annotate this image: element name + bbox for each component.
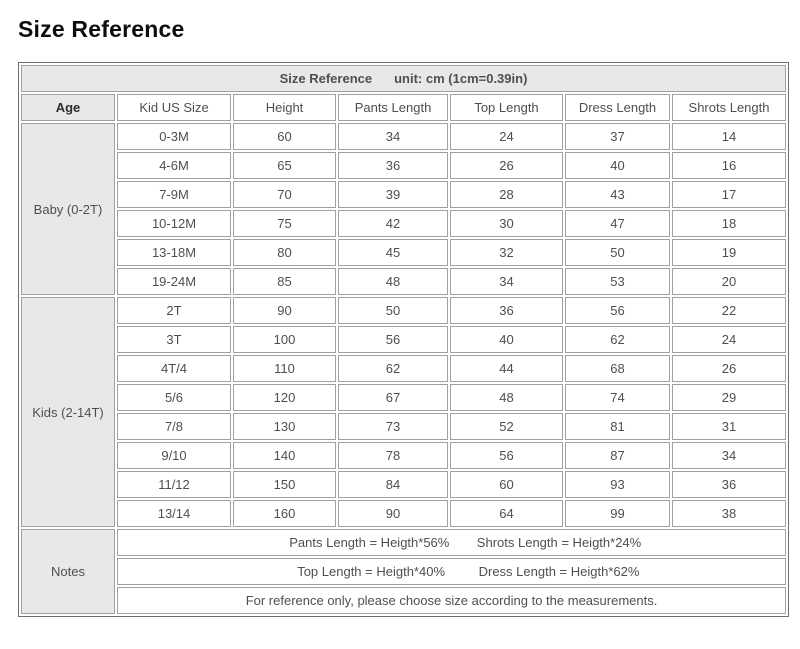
column-header-age: Age — [21, 94, 115, 121]
table-cell: 47 — [565, 210, 670, 237]
table-cell: 60 — [233, 123, 336, 150]
column-header-pants-length: Pants Length — [338, 94, 448, 121]
column-header-kid-us-size: Kid US Size — [117, 94, 231, 121]
table-cell: 9/10 — [117, 442, 231, 469]
table-cell: 45 — [338, 239, 448, 266]
table-cell: 43 — [565, 181, 670, 208]
table-cell: 73 — [338, 413, 448, 440]
section-label-kids-2-14t: Kids (2-14T) — [21, 297, 115, 527]
table-cell: 44 — [450, 355, 563, 382]
table-cell: 36 — [338, 152, 448, 179]
table-cell: 13-18M — [117, 239, 231, 266]
table-cell: 81 — [565, 413, 670, 440]
table-cell: 110 — [233, 355, 336, 382]
table-cell: 10-12M — [117, 210, 231, 237]
table-cell: 18 — [672, 210, 786, 237]
table-cell: 56 — [565, 297, 670, 324]
note-text: For reference only, please choose size according to the measurements. — [245, 593, 658, 608]
table-cell: 38 — [672, 500, 786, 527]
table-cell: 20 — [672, 268, 786, 295]
table-cell: 90 — [233, 297, 336, 324]
table-cell: 42 — [338, 210, 448, 237]
table-row — [21, 442, 786, 469]
table-cell: 65 — [233, 152, 336, 179]
table-row — [21, 355, 786, 382]
table-row — [21, 210, 786, 237]
table-row — [21, 181, 786, 208]
table-row — [21, 326, 786, 353]
notes-formulas — [117, 529, 786, 556]
table-cell: 26 — [450, 152, 563, 179]
table-cell: 7/8 — [117, 413, 231, 440]
table-cell: 48 — [338, 268, 448, 295]
table-cell: 19 — [672, 239, 786, 266]
table-cell: 32 — [450, 239, 563, 266]
table-cell: 5/6 — [117, 384, 231, 411]
table-cell: 24 — [672, 326, 786, 353]
table-cell: 52 — [450, 413, 563, 440]
table-cell: 39 — [338, 181, 448, 208]
table-cell: 2T — [117, 297, 231, 324]
table-cell: 22 — [672, 297, 786, 324]
table-cell: 85 — [233, 268, 336, 295]
table-cell: 74 — [565, 384, 670, 411]
table-row — [21, 239, 786, 266]
table-cell: 53 — [565, 268, 670, 295]
column-header-height: Height — [233, 94, 336, 121]
table-cell: 40 — [565, 152, 670, 179]
table-cell: 80 — [233, 239, 336, 266]
table-cell: 31 — [672, 413, 786, 440]
table-cell: 60 — [450, 471, 563, 498]
table-cell: 34 — [672, 442, 786, 469]
table-cell: 150 — [233, 471, 336, 498]
caption-unit: unit: cm (1cm=0.39in) — [394, 71, 528, 86]
table-cell: 4-6M — [117, 152, 231, 179]
table-row — [21, 152, 786, 179]
table-cell: 84 — [338, 471, 448, 498]
table-cell: 36 — [450, 297, 563, 324]
table-cell: 50 — [338, 297, 448, 324]
table-row — [21, 384, 786, 411]
table-cell: 130 — [233, 413, 336, 440]
table-cell: 16 — [672, 152, 786, 179]
table-cell: 78 — [338, 442, 448, 469]
table-cell: 99 — [565, 500, 670, 527]
table-cell: 75 — [233, 210, 336, 237]
notes-disclaimer — [117, 587, 786, 614]
table-cell: 100 — [233, 326, 336, 353]
table-cell: 37 — [565, 123, 670, 150]
table-cell: 19-24M — [117, 268, 231, 295]
table-cell: 140 — [233, 442, 336, 469]
table-cell: 34 — [338, 123, 448, 150]
notes-label: Notes — [21, 529, 115, 614]
column-header-top-length: Top Length — [450, 94, 563, 121]
column-header-dress-length: Dress Length — [565, 94, 670, 121]
note-text: Pants Length = Heigth*56% — [289, 535, 450, 550]
table-cell: 64 — [450, 500, 563, 527]
table-row — [21, 413, 786, 440]
table-cell: 62 — [565, 326, 670, 353]
note-text: Shrots Length = Heigth*24% — [476, 535, 642, 550]
table-cell: 24 — [450, 123, 563, 150]
table-cell: 17 — [672, 181, 786, 208]
table-cell: 56 — [450, 442, 563, 469]
column-header-shrots-length: Shrots Length — [672, 94, 786, 121]
table-cell: 29 — [672, 384, 786, 411]
table-cell: 40 — [450, 326, 563, 353]
table-row — [21, 500, 786, 527]
table-cell: 7-9M — [117, 181, 231, 208]
table-cell: 0-3M — [117, 123, 231, 150]
table-cell: 48 — [450, 384, 563, 411]
caption-row — [21, 65, 786, 92]
table-cell: 90 — [338, 500, 448, 527]
notes-row — [21, 558, 786, 585]
table-row — [21, 123, 786, 150]
notes-formulas — [117, 558, 786, 585]
table-cell: 50 — [565, 239, 670, 266]
size-reference-table — [18, 62, 789, 617]
table-caption — [21, 65, 786, 92]
notes-row — [21, 529, 786, 556]
page-title: Size Reference — [18, 16, 185, 42]
table-row — [21, 471, 786, 498]
table-cell: 36 — [672, 471, 786, 498]
table-row — [21, 268, 786, 295]
caption-title: Size Reference — [279, 71, 373, 86]
table-cell: 11/12 — [117, 471, 231, 498]
table-row — [21, 297, 786, 324]
table-cell: 3T — [117, 326, 231, 353]
table-cell: 160 — [233, 500, 336, 527]
table-cell: 87 — [565, 442, 670, 469]
table-cell: 4T/4 — [117, 355, 231, 382]
table-cell: 70 — [233, 181, 336, 208]
table-cell: 67 — [338, 384, 448, 411]
table-cell: 62 — [338, 355, 448, 382]
section-label-baby-0-2t: Baby (0-2T) — [21, 123, 115, 295]
table-cell: 28 — [450, 181, 563, 208]
table-cell: 93 — [565, 471, 670, 498]
table-cell: 68 — [565, 355, 670, 382]
note-text: Dress Length = Heigth*62% — [478, 564, 640, 579]
table-cell: 26 — [672, 355, 786, 382]
table-cell: 120 — [233, 384, 336, 411]
table-cell: 30 — [450, 210, 563, 237]
column-header-row — [21, 94, 786, 121]
table-cell: 13/14 — [117, 500, 231, 527]
table-cell: 14 — [672, 123, 786, 150]
table-cell: 56 — [338, 326, 448, 353]
table-cell: 34 — [450, 268, 563, 295]
notes-row — [21, 587, 786, 614]
note-text: Top Length = Heigth*40% — [297, 564, 446, 579]
